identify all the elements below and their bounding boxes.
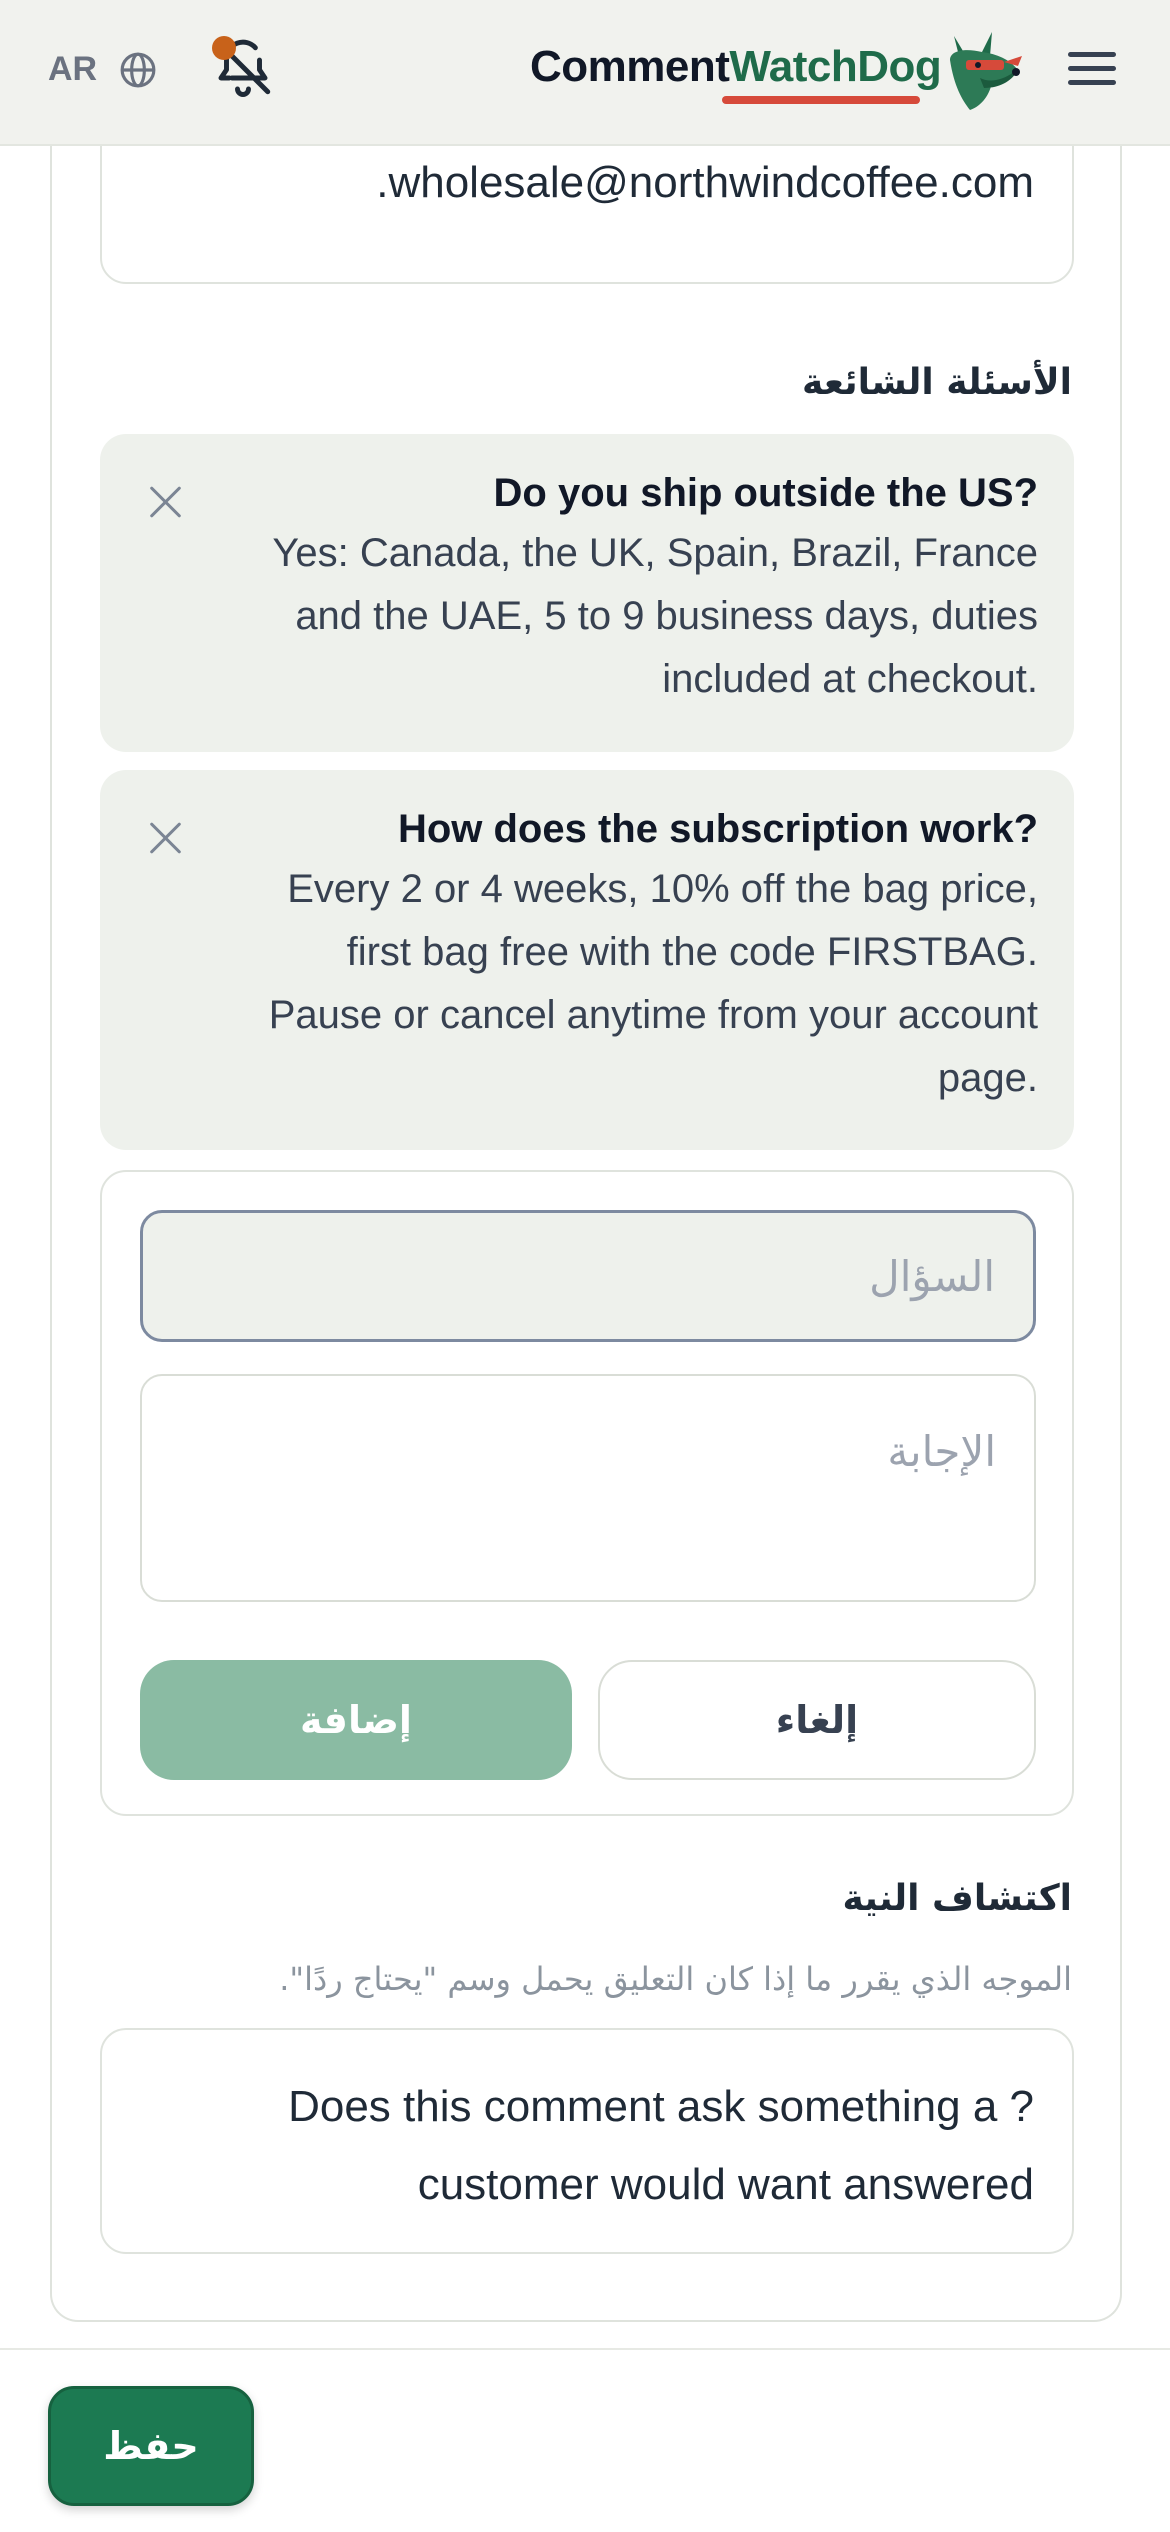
faq-section-title: الأسئلة الشائعة bbox=[802, 362, 1072, 403]
brand-name[interactable] bbox=[530, 42, 941, 92]
language-code: AR bbox=[48, 50, 98, 88]
brand-part-comment: Comment bbox=[530, 42, 730, 91]
new-faq-form bbox=[100, 1170, 1074, 1816]
notifications-button[interactable] bbox=[210, 34, 280, 104]
globe-icon bbox=[119, 51, 157, 89]
save-button[interactable]: حفظ bbox=[48, 2386, 254, 2506]
faq-question-input[interactable]: السؤال bbox=[140, 1210, 1036, 1342]
notification-dot bbox=[212, 36, 236, 60]
faq-question: Do you ship outside the US? bbox=[493, 471, 1038, 515]
faq-answer-input[interactable]: الإجابة bbox=[140, 1374, 1036, 1602]
dog-logo bbox=[940, 26, 1024, 114]
add-faq-button[interactable]: إضافة bbox=[140, 1660, 572, 1780]
remove-faq-close-icon[interactable] bbox=[148, 820, 184, 856]
brand-underline bbox=[722, 96, 920, 104]
intent-section-title: اكتشاف النية bbox=[842, 1878, 1072, 1919]
faq-question: How does the subscription work? bbox=[397, 807, 1038, 851]
faq-item bbox=[100, 770, 1074, 1150]
intent-prompt-textbox[interactable]: Does this comment ask something a ?customer would want answered bbox=[100, 2028, 1074, 2254]
settings-card bbox=[50, 100, 1122, 2322]
faq-answer: Every 2 or 4 weeks, 10% off the bag price, first bag free with the code FIRSTBAG. Pause or cancel anytime from your account page. bbox=[268, 867, 1038, 1100]
remove-faq-close-icon[interactable] bbox=[148, 484, 184, 520]
brand-part-watchdog: WatchDog bbox=[729, 42, 942, 91]
cancel-faq-button[interactable]: إلغاء bbox=[598, 1660, 1036, 1780]
menu-icon[interactable] bbox=[1068, 52, 1116, 92]
faq-item bbox=[100, 434, 1074, 752]
top-bar bbox=[0, 0, 1170, 146]
intro-last-line: .wholesale@northwindcoffee.com bbox=[376, 158, 1034, 207]
language-switcher[interactable] bbox=[48, 50, 157, 89]
footer-bar bbox=[0, 2348, 1170, 2532]
intent-hint: الموجه الذي يقرر ما إذا كان التعليق يحمل وسم "يحتاج ردًا". bbox=[279, 1960, 1072, 1998]
faq-answer: Yes: Canada, the UK, Spain, Brazil, France and the UAE, 5 to 9 business days, duties included at checkout. bbox=[272, 531, 1038, 701]
